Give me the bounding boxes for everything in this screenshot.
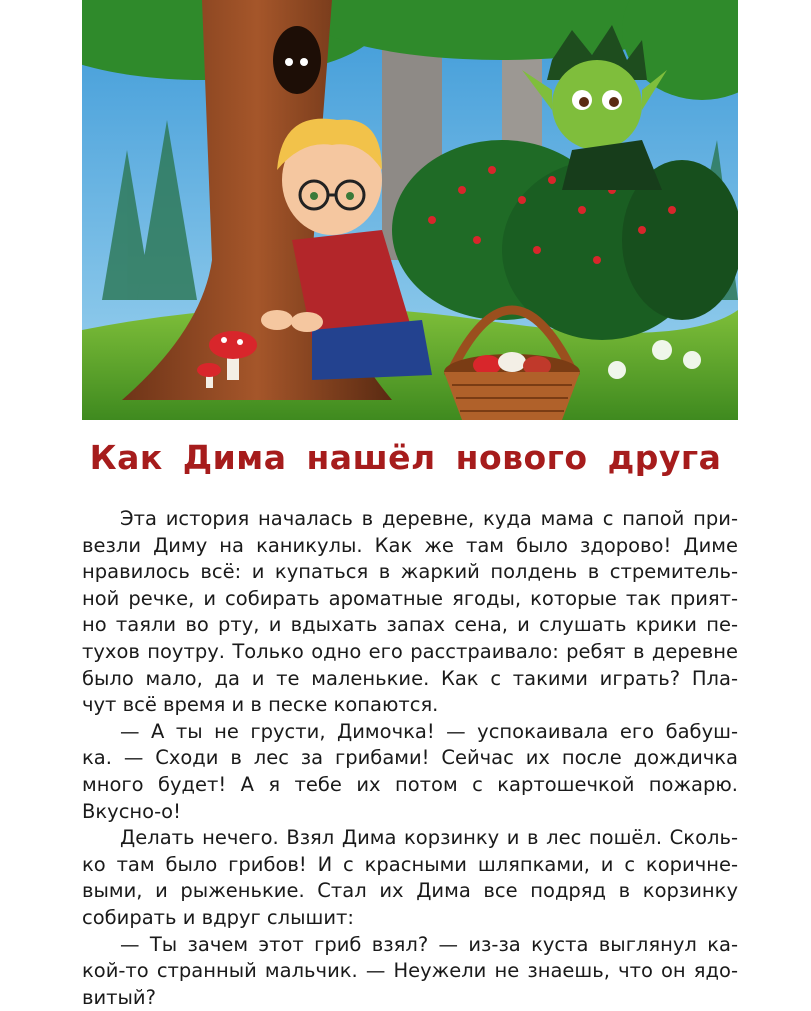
forest-scene-illustration bbox=[82, 0, 738, 420]
story-paragraph bbox=[82, 932, 738, 1011]
story-paragraph bbox=[82, 719, 738, 825]
text-line: везли Диму на каникулы. Как же там было здорово! Диме bbox=[82, 533, 738, 560]
text-line: выми, и рыженькие. Стал их Дима все подряд в корзинку bbox=[82, 878, 738, 905]
text-line: — А ты не грусти, Димочка! — успокаивала его бабуш- bbox=[82, 719, 738, 746]
story-title: Как Дима нашёл нового друга bbox=[0, 438, 811, 477]
text-line: ка. — Сходи в лес за грибами! Сейчас их после дождичка bbox=[82, 745, 738, 772]
text-line: витый? bbox=[82, 985, 738, 1011]
story-text bbox=[82, 506, 738, 1011]
text-line: но таяли во рту, и вдыхать запах сена, и слушать крики пе- bbox=[82, 612, 738, 639]
story-paragraph bbox=[82, 825, 738, 931]
text-line: ной речке, и собирать ароматные ягоды, которые так прият- bbox=[82, 586, 738, 613]
text-line: — Ты зачем этот гриб взял? — из-за куста выглянул ка- bbox=[82, 932, 738, 959]
text-line: ко там было грибов! И с красными шляпками, и с коричне- bbox=[82, 852, 738, 879]
text-line: кой-то странный мальчик. — Неужели не знаешь, что он ядо- bbox=[82, 958, 738, 985]
text-line: Эта история началась в деревне, куда мама с папой при- bbox=[82, 506, 738, 533]
text-line: много будет! А я тебе их потом с картошечкой пожарю. bbox=[82, 772, 738, 799]
text-line: чут всё время и в песке копаются. bbox=[82, 692, 738, 719]
text-line: Вкусно-о! bbox=[82, 799, 738, 826]
tree-hollow bbox=[273, 26, 321, 94]
text-line: Делать нечего. Взял Дима корзинку и в лес пошёл. Сколь- bbox=[82, 825, 738, 852]
text-line: собирать и вдруг слышит: bbox=[82, 905, 738, 932]
story-paragraph bbox=[82, 506, 738, 719]
text-line: нравилось всё: и купаться в жаркий полдень в стремитель- bbox=[82, 559, 738, 586]
text-line: было мало, да и те маленькие. Как с такими играть? Пла- bbox=[82, 666, 738, 693]
text-line: тухов поутру. Только одно его расстраивало: ребят в деревне bbox=[82, 639, 738, 666]
